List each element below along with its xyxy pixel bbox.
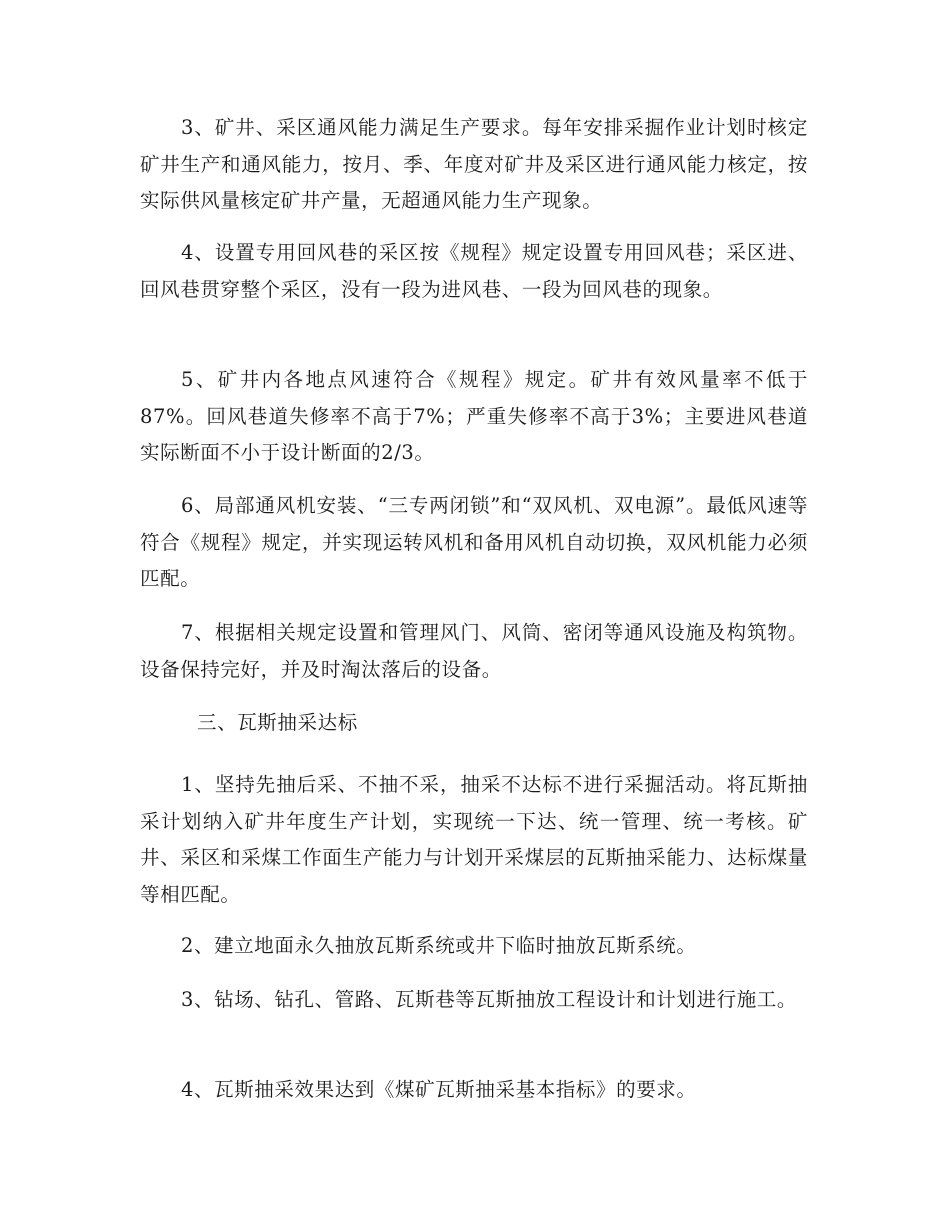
paragraph-effect-standard: 4、瓦斯抽采效果达到《煤矿瓦斯抽采基本指标》的要求。: [181, 1078, 697, 1101]
paragraph-return-roadway: 4、设置专用回风巷的采区按《规程》规定设置专用回风巷；采区进、回风巷贯穿整个采区，没有一段为进风巷、一段为回风巷的现象。: [140, 241, 808, 301]
paragraph-drainage-system: 2、建立地面永久抽放瓦斯系统或井下临时抽放瓦斯系统。: [181, 934, 697, 957]
paragraph-ventilation-capacity: 3、矿井、采区通风能力满足生产要求。每年安排采掘作业计划时核定矿井生产和通风能力，按月、季、年度对矿井及采区进行通风能力核定，按实际供风量核定矿井产量，无超通风能力生产现象。: [140, 116, 808, 212]
paragraph-local-fan: 6、局部通风机安装、“三专两闭锁”和“双风机、双电源”。最低风速等符合《规程》规定，并实现运转风机和备用风机自动切换，双风机能力必须匹配。: [140, 494, 808, 590]
section-heading-gas-extraction: 三、瓦斯抽采达标: [197, 711, 358, 734]
paragraph-ventilation-facilities: 7、根据相关规定设置和管理风门、风筒、密闭等通风设施及构筑物。设备保持完好，并及时淘汰落后的设备。: [140, 621, 808, 681]
paragraph-drilling-construction: 3、钻场、钻孔、管路、瓦斯巷等瓦斯抽放工程设计和计划进行施工。: [181, 988, 798, 1011]
paragraph-extract-first: 1、坚持先抽后采、不抽不采，抽采不达标不进行采掘活动。将瓦斯抽采计划纳入矿井年度生产计划，实现统一下达、统一管理、统一考核。矿井、采区和采煤工作面生产能力与计划开采煤层的瓦斯抽采能力、达标煤量等相匹配。: [140, 773, 808, 906]
paragraph-wind-speed: 5、矿井内各地点风速符合《规程》规定。矿井有效风量率不低于87%。回风巷道失修率不高于7%；严重失修率不高于3%；主要进风巷道实际断面不小于设计断面的2/3。: [140, 368, 808, 464]
